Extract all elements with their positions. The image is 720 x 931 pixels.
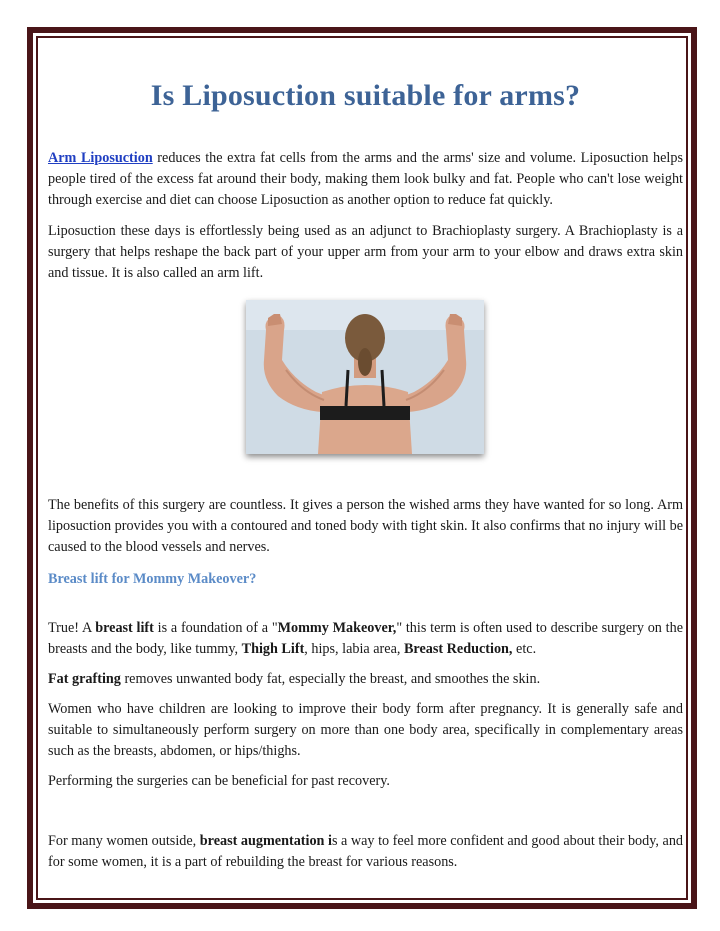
frame-inner-border: [36, 36, 688, 900]
text: etc.: [512, 640, 537, 657]
bold-thigh-lift: Thigh Lift: [241, 640, 305, 657]
bold-breast-lift: breast lift: [95, 620, 154, 636]
bold-breast-augmentation: breast augmentation i: [199, 833, 332, 849]
page-title: Is Liposuction suitable for arms?: [150, 79, 581, 112]
paragraph-breast-lift: [48, 618, 683, 660]
text: True! A: [48, 620, 96, 636]
arm-liposuction-link[interactable]: Arm Liposuction: [48, 150, 153, 166]
text: , hips, labia area,: [304, 640, 404, 657]
frame-gap: [33, 33, 691, 903]
text: s a way to feel more confident and good about their body, and for some women, it is a part of rebuilding the breast for various reasons.: [48, 833, 684, 870]
text: is a foundation of a ": [153, 620, 278, 636]
page-frame: [27, 27, 697, 909]
paragraph-recovery: Performing the surgeries can be beneficial for past recovery.: [48, 773, 390, 789]
subheading-breast-lift: Breast lift for Mommy Makeover?: [48, 571, 257, 587]
text: removes unwanted body fat, especially the breast, and smoothes the skin.: [120, 671, 541, 687]
paragraph-intro: [48, 148, 683, 210]
intro-text: reduces the extra fat cells from the arms and the arms' size and volume. Liposuction helps people tired of the excess fat around their body, making them look bulky and fat. People who can't lose weight through exercise and diet can choose Liposuction as another option to reduce fat quickly.: [48, 150, 683, 208]
text: " this term is often used to describe surgery on the breasts and the body, like tummy,: [48, 620, 683, 657]
paragraph-augmentation: [48, 831, 683, 873]
bold-breast-reduction: Breast Reduction,: [403, 640, 513, 657]
bold-fat-grafting: Fat grafting: [48, 671, 121, 687]
bold-mommy-makeover: Mommy Makeover,: [277, 620, 397, 636]
paragraph-fat-grafting: [48, 669, 683, 690]
paragraph-brachioplasty: Liposuction these days is effortlessly being used as an adjunct to Brachioplasty surgery. A Brachioplasty is a surgery that helps reshape the back part of your upper arm from your arm to your elbow and draws extra skin and tissue. It is also called an arm lift.: [48, 223, 683, 281]
woman-back-arms-image: [246, 300, 484, 454]
text: For many women outside,: [48, 833, 200, 849]
paragraph-women-children: Women who have children are looking to improve their body form after pregnancy. It is generally safe and suitable to simultaneously perform surgery on more than one body area, specifically in complementary areas such as the breasts, abdomen, or hips/thighs.: [48, 701, 683, 759]
arm-photo: [246, 300, 484, 454]
paragraph-benefits: The benefits of this surgery are countless. It gives a person the wished arms they have wanted for so long. Arm liposuction provides you with a contoured and toned body with tight skin. It also confirms that no injury will be caused to the blood vessels and nerves.: [48, 497, 683, 555]
